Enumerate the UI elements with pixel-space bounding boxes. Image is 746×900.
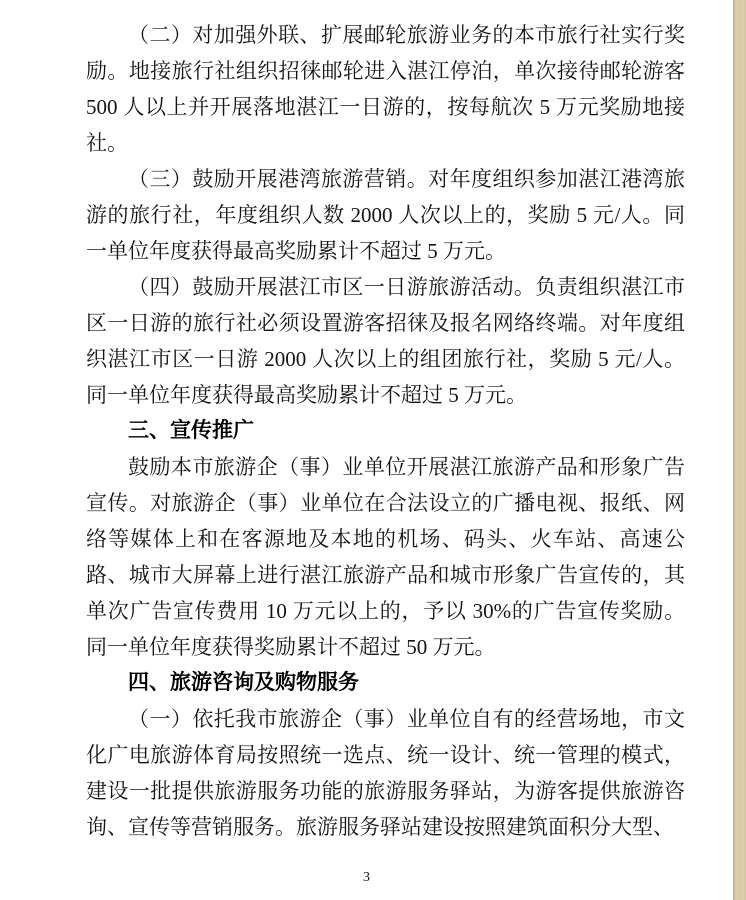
paragraph-cruise-incentive: （二）对加强外联、扩展邮轮旅游业务的本市旅行社实行奖励。地接旅行社组织招徕邮轮进入湛江停泊，单次接待邮轮游客 500 人以上并开展落地湛江一日游的，按每航次 5 万元奖励地接社。 (86, 23, 685, 155)
page-number: 3 (363, 870, 370, 885)
paragraph-city-day-tour: （四）鼓励开展湛江市区一日游旅游活动。负责组织湛江市区一日游的旅行社必须设置游客招徕及报名网络终端。对年度组织湛江市区一日游 2000 人次以上的组团旅行社，奖励 5 元/人。同一单位年度获得最高奖励累计不超过 5 万元。 (86, 275, 685, 407)
paragraph-service-station: （一）依托我市旅游企（事）业单位自有的经营场地，市文化广电旅游体育局按照统一选点、统一设计、统一管理的模式，建设一批提供旅游服务功能的旅游服务驿站，为游客提供旅游咨询、宣传等营销服务。旅游服务驿站建设按照建筑面积分大型、 (86, 707, 685, 839)
document-body (86, 17, 685, 845)
paragraph-advertising-reward: 鼓励本市旅游企（事）业单位开展湛江旅游产品和形象广告宣传。对旅游企（事）业单位在合法设立的广播电视、报纸、网络等媒体上和在客源地及本地的机场、码头、火车站、高速公路、城市大屏幕上进行湛江旅游产品和城市形象广告宣传的，其单次广告宣传费用 10 万元以上的，予以 30%的广告宣传奖励。同一单位年度获得奖励累计不超过 50 万元。 (86, 455, 685, 659)
paragraph-harbor-tourism: （三）鼓励开展港湾旅游营销。对年度组织参加湛江港湾旅游的旅行社，年度组织人数 2000 人次以上的，奖励 5 元/人。同一单位年度获得最高奖励累计不超过 5 万元。 (86, 167, 685, 263)
section-heading-consultation-shopping: 四、旅游咨询及购物服务 (128, 671, 359, 694)
scan-edge-strip (733, 0, 746, 900)
section-heading-promotion: 三、宣传推广 (128, 419, 254, 442)
